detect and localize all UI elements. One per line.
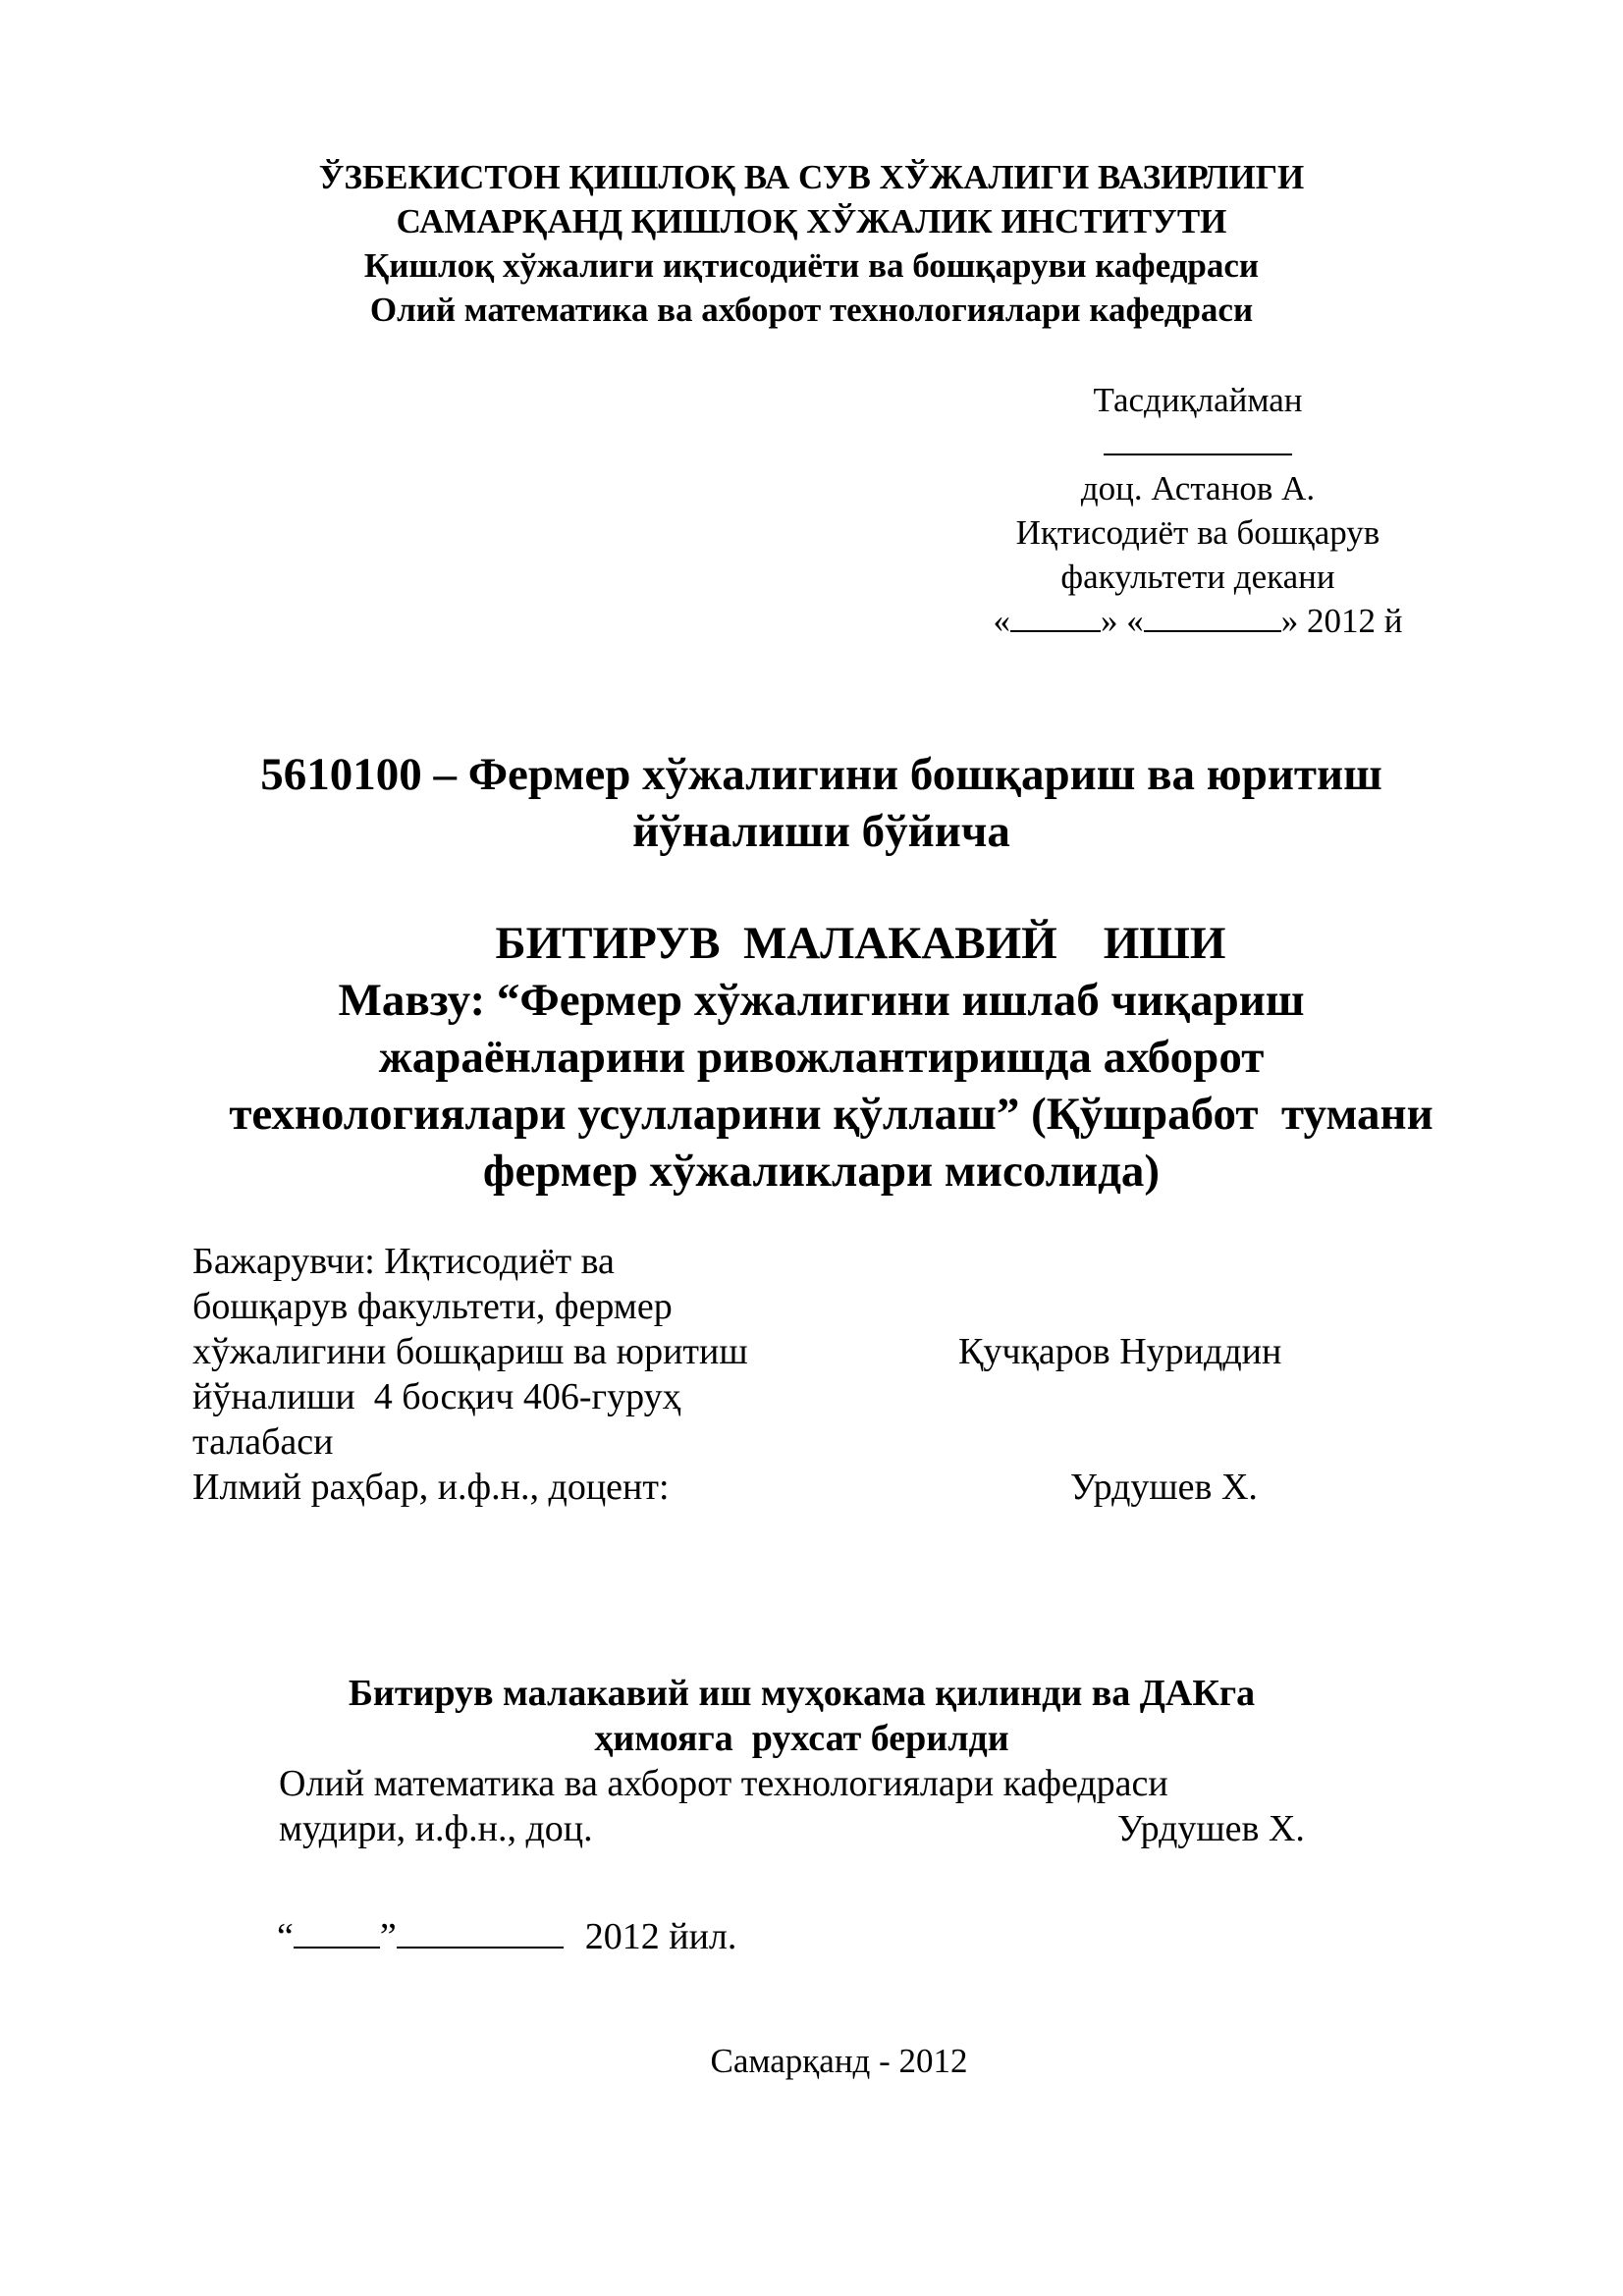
signature-line [943,422,1453,466]
executor-line-1: Бажарувчи: Иқтисодиёт ва [192,1241,615,1282]
thesis-topic-3: технологиялари усулларини қўллаш” (Қўшработ тумани [229,1089,1434,1140]
footer-city-year: Самарқанд - 2012 [710,2042,968,2080]
executor-line-2: бошқарув факультети, фермер [192,1286,673,1327]
thesis-topic-4: фермер хўжаликлари мисолида) [482,1146,1161,1197]
thesis-topic-2: жараёнларини ривожлантиришда ахборот [378,1032,1265,1083]
institute-title: САМАРҚАНД ҚИШЛОҚ ХЎЖАЛИК ИНСТИТУТИ [396,202,1227,240]
executor-line-5: талабаси [192,1421,334,1463]
thesis-topic-1: Мавзу: “Фермер хўжалигини ишлаб чиқариш [338,975,1305,1026]
executor-line-4: йўналиши 4 босқич 406-гуруҳ [192,1376,681,1417]
executor-name: Қучқаров Нуриддин [958,1331,1282,1372]
executor-line-3: хўжалигини бошқариш ва юритиш [192,1331,748,1372]
defense-date: “ ” 2012 йил. [277,1916,737,1957]
department-head-line-2: мудири, и.ф.н., доц. [279,1808,593,1849]
department-title-1: Қишлоқ хўжалиги иқтисодиёти ва бошқаруви кафедраси [363,246,1260,285]
supervisor-name: Урдушев Х. [1070,1467,1258,1508]
defense-line-2: ҳимояга рухсат берилди [594,1718,1009,1759]
approver-name: доц. Астанов А. [1080,469,1316,507]
supervisor-label: Илмий раҳбар, и.ф.н., доцент: [192,1467,670,1508]
approver-position-1: Иқтисодиёт ва бошқарув [1015,513,1380,552]
direction-line-1: 5610100 – Фермер хўжалигини бошқариш ва юритиш [260,749,1382,800]
department-head-name: Урдушев Х. [1117,1808,1305,1849]
thesis-heading: БИТИРУВ МАЛАКАВИЙ ИШИ [495,918,1226,969]
approval-date: « » « » 2012 й [993,602,1403,640]
direction-line-2: йўналиши бўйича [632,806,1010,857]
department-head-line-1: Олий математика ва ахборот технологиялари кафедраси [279,1763,1168,1804]
department-title-2: Олий математика ва ахборот технологиялари кафедраси [369,291,1254,329]
approval-block [943,378,1453,643]
ministry-title: ЎЗБЕКИСТОН ҚИШЛОҚ ВА СУВ ХЎЖАЛИГИ ВАЗИРЛИГИ [318,158,1305,196]
approval-title: Тасдиқлайман [1093,381,1303,419]
defense-line-1: Битирув малакавий иш муҳокама қилинди ва ДАКга [348,1673,1256,1714]
approver-position-2: факультети декани [1060,558,1335,596]
